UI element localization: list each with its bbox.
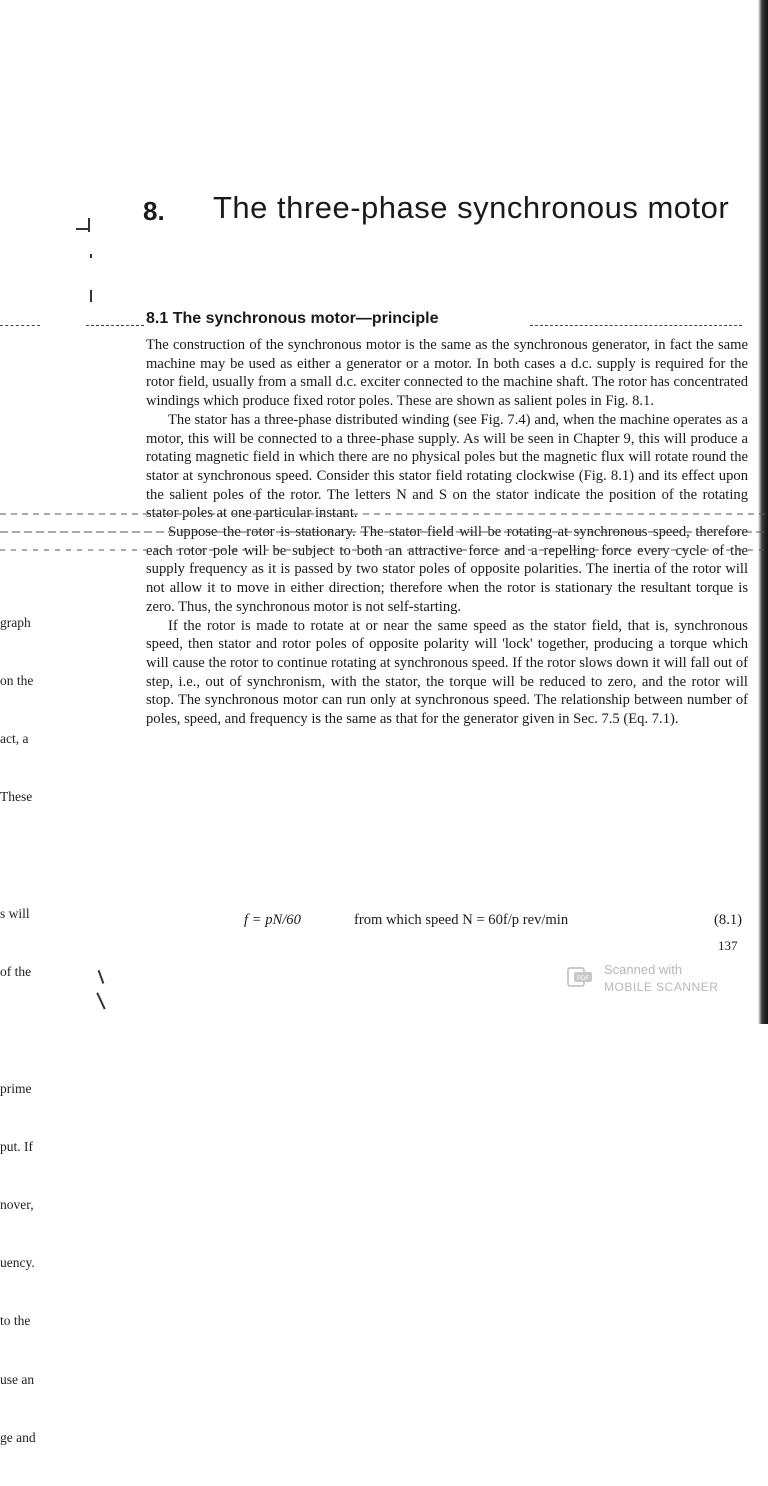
scan-mark bbox=[96, 993, 105, 1010]
pdf-scanner-icon bbox=[566, 966, 594, 988]
facing-page-margin bbox=[0, 574, 60, 1486]
margin-line bbox=[0, 1020, 60, 1039]
section-heading: 8.1 The synchronous motor—principle bbox=[146, 310, 439, 327]
margin-line: uency. bbox=[0, 1255, 35, 1271]
section-rule-left bbox=[0, 325, 40, 326]
margin-line: These bbox=[0, 789, 33, 805]
scan-mark bbox=[76, 228, 88, 230]
scan-mark bbox=[90, 254, 92, 258]
page-number: 137 bbox=[718, 938, 738, 953]
scan-mark bbox=[98, 970, 104, 984]
scan-mark bbox=[90, 290, 92, 302]
margin-line: nover, bbox=[0, 1197, 34, 1212]
margin-line: s will bbox=[0, 905, 30, 921]
watermark-line1: Scanned with bbox=[604, 962, 683, 977]
margin-line: act, a bbox=[0, 731, 29, 747]
paragraph: The stator has a three-phase distributed winding (see Fig. 7.4) and, when the machine operates as a motor, this will be connected to a three-phase supply. As will be seen in Chapter 9, this will produce a rotating magnetic field in which there are no physical poles but the magnetic flux will rotate round the stator at synchronous speed. Consider this stator field rotating clockwise (Fig. 8.1) and its effect upon the salient poles of the rotor. The letters N and S on the stator indicate the position of the rotating stator poles at one particular instant. bbox=[146, 411, 748, 522]
chapter-title: The three-phase synchronous motor bbox=[213, 190, 730, 225]
margin-line: graph bbox=[0, 614, 31, 630]
margin-line: ge and bbox=[0, 1429, 36, 1445]
margin-line: put. If bbox=[0, 1138, 33, 1154]
chapter-number: 8. bbox=[143, 196, 165, 226]
equation-text: from which speed N = 60f/p rev/min bbox=[354, 912, 569, 928]
paragraph: If the rotor is made to rotate at or near the same speed as the stator field, that is, synchronous speed, then stator and rotor poles of opposite polarity will 'lock' together, producing a torque which will cause the rotor to continue rotating at synchronous speed. If the rotor slows down it will fall out of step, i.e., out of synchronism, with the stator, the torque will be reduced to zero, and the rotor will stop. The synchronous motor can run only at synchronous speed. The relationship between number of poles, speed, and frequency is the same as that for the generator given in Sec. 7.5 (Eq. 7.1). bbox=[146, 617, 748, 728]
scan-smudge-lines bbox=[0, 508, 768, 564]
section-rule-mid bbox=[86, 325, 144, 326]
watermark-line2: MOBILE SCANNER bbox=[604, 980, 719, 994]
margin-line: prime bbox=[0, 1080, 32, 1096]
section-rule-right bbox=[530, 325, 742, 326]
equation-formula: f = pN/60 bbox=[244, 912, 301, 928]
scan-mark bbox=[88, 218, 90, 232]
margin-line: of the bbox=[0, 964, 32, 980]
margin-line: on the bbox=[0, 673, 34, 689]
margin-line: use an bbox=[0, 1371, 35, 1387]
paragraph: Suppose the rotor is stationary. The stator field will be rotating at synchronous speed, therefore each rotor pole will be subject to both an attractive force and a repelling force every cycle of the supply frequency as it is passed by two stator poles of opposite polarities. The inertia of the rotor will not allow it to move in either direction; therefore when the rotor is stationary the resultant torque is zero. Thus, the synchronous motor is not self-starting. bbox=[146, 524, 748, 615]
svg-text:PDF: PDF bbox=[577, 976, 589, 982]
paragraph: The construction of the synchronous motor is the same as the synchronous generator, in fact the same machine may be used as either a generator or a motor. In both cases a d.c. supply is required for the rotor field, usually from a small d.c. exciter connected to the machine shaft. The rotor has concentrated windings which produce fixed rotor poles. These are shown as salient poles in Fig. 8.1. bbox=[146, 337, 748, 410]
equation-number: (8.1) bbox=[714, 912, 742, 928]
margin-line: to the bbox=[0, 1313, 31, 1329]
margin-line bbox=[0, 846, 60, 865]
